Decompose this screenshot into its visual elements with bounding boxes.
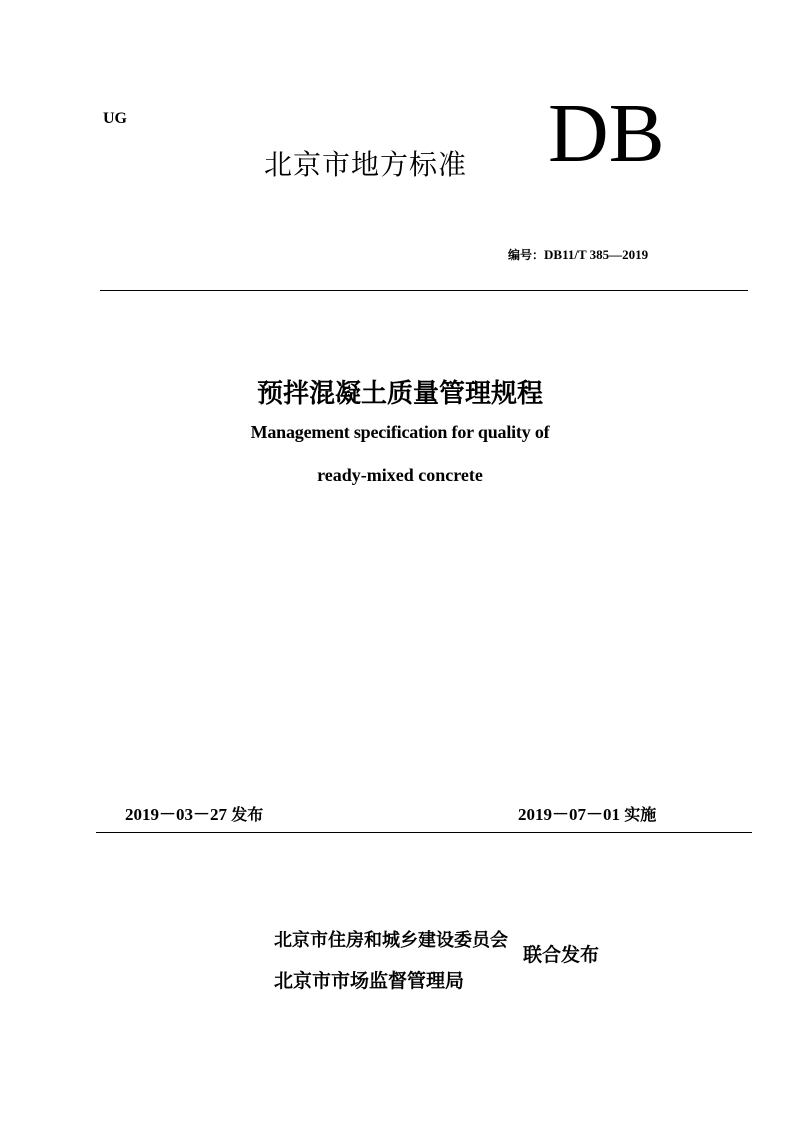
document-title-chinese: 预拌混凝土质量管理规程: [256, 379, 543, 409]
standard-type-heading: 北京市地方标准: [264, 148, 468, 181]
issue-date-value: 2019－03－27: [125, 805, 227, 824]
header-divider: [100, 290, 748, 291]
classification-code: UG: [103, 110, 127, 127]
document-title-english-line-2: ready-mixed concrete: [317, 465, 483, 485]
issuer-market-regulation: 北京市市场监督管理局: [274, 970, 465, 992]
standard-number: [508, 246, 648, 263]
effective-date: [518, 800, 656, 825]
issue-date-label: 发布: [231, 805, 264, 824]
issuer-housing-commission: 北京市住房和城乡建设委员会: [274, 930, 508, 951]
standard-number-label: 编号：: [508, 248, 545, 262]
effective-date-value: 2019－07－01: [518, 805, 620, 824]
effective-date-label: 实施: [624, 805, 657, 824]
standard-number-value: DB11/T 385—2019: [544, 247, 649, 262]
db-logo: DB: [548, 87, 665, 180]
joint-release-label: 联合发布: [523, 944, 600, 966]
issue-date: [125, 800, 263, 825]
document-title-english-line-1: Management specification for quality of: [250, 422, 550, 442]
dates-divider: [96, 832, 752, 833]
